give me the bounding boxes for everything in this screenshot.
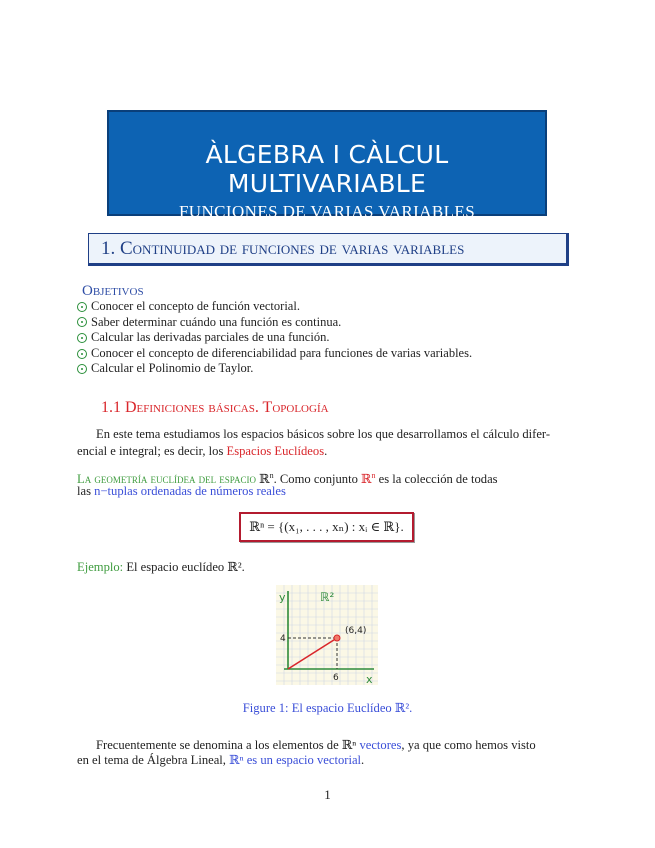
section-number: 1.: [101, 238, 116, 259]
objectives-title: Objetivos: [82, 283, 144, 299]
x-tick-label: 6: [333, 673, 339, 683]
intro-line-1: En este tema estudiamos los espacios básicos sobre los que desarrollamos el cálculo difer-: [96, 427, 551, 441]
figure-caption: Figure 1: El espacio Euclídeo ℝ².: [242, 701, 413, 715]
list-item: Calcular el Polinomio de Taylor.: [77, 361, 472, 377]
closing-line-1: Frecuentemente se denomina a los elementos de ℝⁿ vectores, ya que como hemos visto: [96, 738, 536, 752]
euclidean-spaces-link[interactable]: Espacios Euclídeos: [226, 444, 325, 458]
space-label: ℝ²: [320, 590, 335, 604]
list-item: Calcular las derivadas parciales de una función.: [77, 330, 472, 346]
list-item: Saber determinar cuándo una función es continua.: [77, 315, 472, 331]
subsection-title: Definiciones básicas. Topología: [125, 399, 329, 416]
point-marker: [334, 635, 340, 641]
bullet-icon: [77, 333, 87, 343]
bullet-icon: [77, 317, 87, 327]
document-subtitle: FUNCIONES DE VARIAS VARIABLES: [178, 202, 476, 221]
closing-line-2: en el tema de Álgebra Lineal, ℝⁿ es un espacio vectorial.: [77, 753, 365, 767]
point-label: (6,4): [345, 626, 367, 636]
example-label: Ejemplo:: [77, 560, 124, 574]
bullet-icon: [77, 364, 87, 374]
list-item: Conocer el concepto de diferenciabilidad para funciones de varias variables.: [77, 346, 472, 362]
y-axis-label: y: [279, 591, 286, 604]
y-tick-label: 4: [280, 634, 286, 644]
n-tuples-link[interactable]: n−tuplas ordenadas de números reales: [94, 484, 286, 498]
title-banner: [107, 110, 547, 221]
vectors-link[interactable]: vectores: [359, 738, 402, 752]
definition-formula-box: ℝⁿ = {(x₁, . . . , xₙ) : xᵢ ∈ ℝ}.: [239, 512, 414, 542]
section-title: Continuidad de funciones de varias variables: [120, 238, 465, 259]
document-title: ÀLGEBRA I CÀLCUL MULTIVARIABLE: [205, 140, 449, 198]
list-item: Conocer el concepto de función vectorial.: [77, 299, 472, 315]
x-axis-label: x: [366, 673, 373, 685]
bullet-icon: [77, 349, 87, 359]
vector-space-link[interactable]: ℝⁿ es un espacio vectorial: [229, 753, 362, 767]
section-heading: [88, 233, 569, 266]
geometry-line-2: las n−tuplas ordenadas de números reales: [77, 484, 286, 498]
objectives-list: [77, 299, 472, 377]
example-line: Ejemplo: El espacio euclídeo ℝ².: [77, 560, 245, 574]
intro-line-2: encial e integral; es decir, los Espacios Euclídeos.: [77, 444, 328, 458]
euclidean-plane-figure: [276, 585, 378, 685]
geometry-line-1: La geometría euclídea del espacio ℝ$^n$. Como conjunto ℝ$^n$ es la colección de todas: [77, 471, 498, 487]
subsection-heading: [101, 399, 329, 417]
subsection-number: 1.1: [101, 399, 121, 416]
page-number: 1: [324, 787, 331, 802]
bullet-icon: [77, 302, 87, 312]
geometry-label: La geometría euclídea del espacio: [77, 472, 256, 487]
